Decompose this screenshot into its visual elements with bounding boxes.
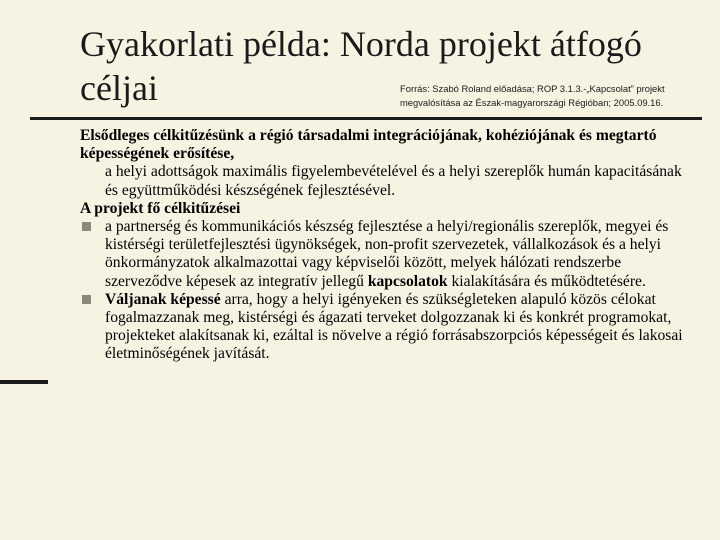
source-line-2: megvalósítása az Észak-magyarországi Régióban; 2005.09.16. [400, 97, 664, 108]
primary-goal-bold: Elsődleges célkitűzésünk a régió társadalmi integrációjának, kohéziójának és megtartó képességének erősítése, [80, 127, 657, 163]
bullet-1-bold: kapcsolatok [367, 272, 448, 290]
square-bullet-icon [82, 222, 91, 231]
primary-goal [80, 127, 692, 163]
source-note [400, 82, 700, 110]
source-line-1: Forrás: Szabó Roland előadása; ROP 3.1.3.-„Kapcsolat” projekt [400, 83, 665, 94]
bullet-item-2 [80, 291, 692, 364]
square-bullet-icon [82, 295, 91, 304]
bullet-2-text-after: arra, hogy a helyi igényeken és szükségleteken alapuló közös célokat fogalmazzanak meg, kistérségi és ágazati terveket dolgozzanak ki és konkrét programokat, projekteket alakítsanak ki, ezáltal is növelve a régió forrásabszorpciós képességeit és lakosai életminőségének javítását. [105, 290, 683, 363]
subheading-text: A projekt fő célkitűzései [80, 199, 241, 217]
left-accent-bar [0, 118, 48, 384]
bullet-1-text-after: kialakítására és működtetésére. [451, 272, 646, 290]
left-accent-bottom-line [0, 380, 48, 384]
subheading [80, 200, 692, 218]
slide-title: Gyakorlati példa: Norda projekt átfogó céljai [80, 24, 642, 108]
slide-body [80, 127, 692, 364]
title-divider [30, 117, 702, 120]
bullet-item-1 [80, 218, 692, 291]
primary-goal-detail: a helyi adottságok maximális figyelembevételével és a helyi szereplők humán kapacitásának és együttműködési készségének fejlesztésével. [105, 163, 682, 199]
bullet-1-text: a partnerség és kommunikációs készség fejlesztése a helyi/regionális szereplők, megyei és kistérségi területfejlesztési ügynökségek, non-profit szervezetek, vállalkozások és a helyi önkormányzatok alkalmazottai vagy képviselői között, melyek hálózati rendszerbe szerveződve képesek az integratív jellegű [105, 218, 669, 290]
bullet-2-bold: Váljanak képessé [105, 290, 221, 308]
